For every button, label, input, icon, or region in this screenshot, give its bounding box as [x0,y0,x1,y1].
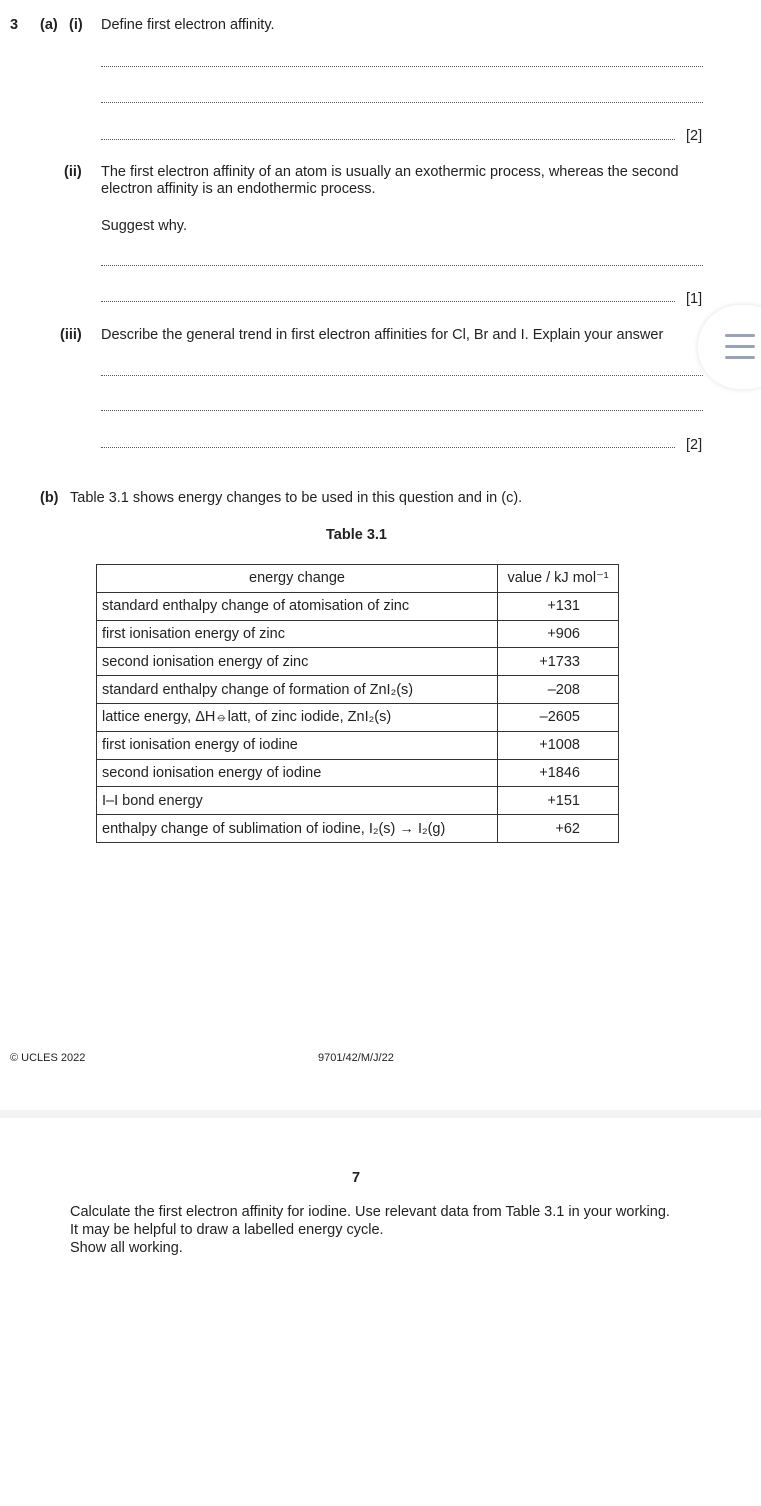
table-row [97,787,619,815]
answer-line[interactable] [101,66,703,67]
part-iii-label: (iii) [60,327,82,343]
value-cell: +906 [498,620,619,648]
hamburger-menu-icon [725,345,755,348]
part-c-text: Show all working. [70,1240,183,1256]
mark-allocation: [2] [686,128,703,144]
answer-line[interactable] [101,375,703,376]
footer-paper-code: 9701/42/M/J/22 [318,1052,394,1064]
answer-line[interactable] [101,139,675,140]
table-row [97,759,619,787]
table-row [97,676,619,704]
menu-button[interactable] [698,305,761,389]
page-separator [0,1110,761,1118]
part-c-text: Calculate the first electron affinity for iodine. Use relevant data from Table 3.1 in your working. [70,1204,670,1220]
table-header-row [97,565,619,593]
answer-line[interactable] [101,301,675,302]
part-ii-suggest: Suggest why. [101,218,187,234]
answer-line[interactable] [101,447,675,448]
footer-copyright: © UCLES 2022 [10,1052,86,1064]
answer-line[interactable] [101,410,703,411]
energy-table [96,564,619,843]
part-ii-text: electron affinity is an endothermic process. [101,181,376,197]
part-i-label: (i) [69,17,83,33]
hamburger-menu-icon [725,356,755,359]
table-title: Table 3.1 [326,527,387,543]
table-row [97,592,619,620]
energy-change-cell: lattice energy, ΔH⦵latt, of zinc iodide, ZnI₂(s) [97,703,498,731]
energy-change-cell: enthalpy change of sublimation of iodine, I₂(s) → I₂(g) [97,815,498,843]
value-cell: +131 [498,592,619,620]
value-cell: –208 [498,676,619,704]
energy-change-cell: standard enthalpy change of formation of ZnI₂(s) [97,676,498,704]
table-row [97,648,619,676]
part-iii-text: Describe the general trend in first electron affinities for Cl, Br and I. Explain your answer [101,327,664,343]
part-ii-text: The first electron affinity of an atom is usually an exothermic process, whereas the second [101,164,679,180]
question-number: 3 [10,17,19,33]
table-row [97,815,619,843]
value-cell: –2605 [498,703,619,731]
answer-line[interactable] [101,102,703,103]
page-number: 7 [352,1170,361,1186]
mark-allocation: [1] [686,291,703,307]
part-b-text: Table 3.1 shows energy changes to be used in this question and in (c). [70,490,523,506]
part-ii-label: (ii) [64,164,82,180]
table-row [97,703,619,731]
part-c-text: It may be helpful to draw a labelled energy cycle. [70,1222,384,1238]
mark-allocation: [2] [686,437,703,453]
energy-change-cell: first ionisation energy of zinc [97,620,498,648]
value-cell: +1733 [498,648,619,676]
energy-change-cell: second ionisation energy of iodine [97,759,498,787]
energy-change-cell: second ionisation energy of zinc [97,648,498,676]
table-row [97,620,619,648]
value-cell: +151 [498,787,619,815]
answer-line[interactable] [101,265,703,266]
part-a-label: (a) [40,17,58,33]
energy-change-cell: I–I bond energy [97,787,498,815]
part-i-text: Define first electron affinity. [101,17,275,33]
energy-change-cell: standard enthalpy change of atomisation of zinc [97,592,498,620]
column-header: energy change [97,565,498,593]
column-header: value / kJ mol⁻¹ [498,565,619,593]
value-cell: +1008 [498,731,619,759]
table-row [97,731,619,759]
part-b-label: (b) [40,490,59,506]
value-cell: +62 [498,815,619,843]
hamburger-menu-icon [725,334,755,337]
energy-change-cell: first ionisation energy of iodine [97,731,498,759]
value-cell: +1846 [498,759,619,787]
